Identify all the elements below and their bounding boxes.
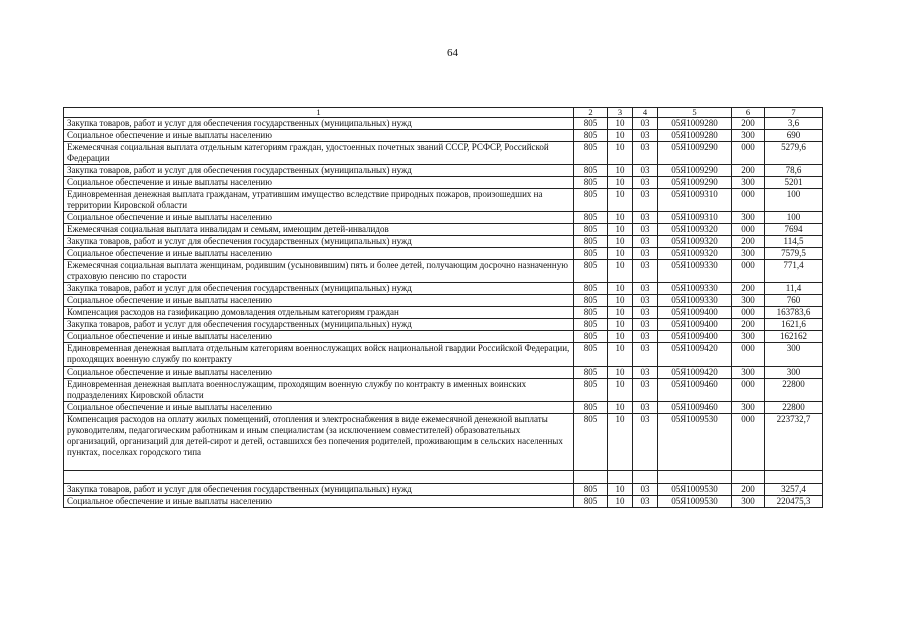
row-description: Социальное обеспечение и иные выплаты населению [64, 248, 574, 260]
row-description: Единовременная денежная выплата военнослужащим, проходящим военную службу по контракту в именных воинских подразделениях Кировской области [64, 379, 574, 402]
row-amount: 11,4 [765, 283, 823, 295]
row-description: Ежемесячная социальная выплата инвалидам и семьям, имеющим детей-инвалидов [64, 224, 574, 236]
row-description: Социальное обеспечение и иные выплаты населению [64, 331, 574, 343]
row-ministry-code: 805 [574, 496, 608, 508]
row-amount: 760 [765, 295, 823, 307]
row-expense-type: 200 [732, 236, 765, 248]
row-expense-type: 300 [732, 248, 765, 260]
row-amount: 3,6 [765, 118, 823, 130]
table-row [64, 283, 823, 295]
table-row [64, 165, 823, 177]
row-target-article: 05Я1009280 [658, 118, 732, 130]
row-target-article: 05Я1009310 [658, 212, 732, 224]
row-ministry-code: 805 [574, 142, 608, 165]
table-row [64, 236, 823, 248]
row-section-code: 10 [608, 177, 633, 189]
table-row [64, 224, 823, 236]
row-subsection-code: 03 [633, 496, 658, 508]
row-ministry-code: 805 [574, 484, 608, 496]
table-row [64, 177, 823, 189]
row-description: Закупка товаров, работ и услуг для обеспечения государственных (муниципальных) нужд [64, 283, 574, 295]
column-header: 2 [574, 108, 608, 118]
row-target-article: 05Я1009320 [658, 224, 732, 236]
row-ministry-code: 805 [574, 379, 608, 402]
table-row [64, 212, 823, 224]
row-target-article: 05Я1009460 [658, 402, 732, 414]
row-ministry-code: 805 [574, 236, 608, 248]
row-expense-type: 000 [732, 379, 765, 402]
row-subsection-code: 03 [633, 295, 658, 307]
row-target-article: 05Я1009290 [658, 165, 732, 177]
row-subsection-code: 03 [633, 484, 658, 496]
row-target-article: 05Я1009530 [658, 484, 732, 496]
row-target-article: 05Я1009310 [658, 189, 732, 212]
row-description: Единовременная денежная выплата отдельным категориям военнослужащих войск национальной гвардии Российской Федерации, проходящих военную службу по контракту [64, 343, 574, 367]
row-description: Закупка товаров, работ и услуг для обеспечения государственных (муниципальных) нужд [64, 319, 574, 331]
column-header: 6 [732, 108, 765, 118]
row-amount: 1621,6 [765, 319, 823, 331]
row-subsection-code: 03 [633, 236, 658, 248]
row-subsection-code: 03 [633, 130, 658, 142]
row-expense-type: 300 [732, 402, 765, 414]
row-description: Компенсация расходов на оплату жилых помещений, отопления и электроснабжения в виде ежемесячной денежной выплаты руководителям, педагогическим работникам и иным специалистам (за исключением совместителей) образовательных организаций, организаций для детей-сирот и детей, оставшихся без попечения родителей, проживающим в сельских населенных пунктах, поселках городского типа [64, 414, 574, 471]
row-target-article [658, 471, 732, 484]
row-ministry-code: 805 [574, 165, 608, 177]
row-description: Закупка товаров, работ и услуг для обеспечения государственных (муниципальных) нужд [64, 236, 574, 248]
row-ministry-code: 805 [574, 260, 608, 283]
column-header: 5 [658, 108, 732, 118]
row-description: Закупка товаров, работ и услуг для обеспечения государственных (муниципальных) нужд [64, 165, 574, 177]
row-section-code: 10 [608, 118, 633, 130]
row-amount: 100 [765, 212, 823, 224]
row-description: Социальное обеспечение и иные выплаты населению [64, 130, 574, 142]
row-section-code: 10 [608, 319, 633, 331]
table-row [64, 343, 823, 367]
row-ministry-code: 805 [574, 307, 608, 319]
table-header-row [64, 108, 823, 118]
row-amount: 100 [765, 189, 823, 212]
row-target-article: 05Я1009420 [658, 343, 732, 367]
row-subsection-code: 03 [633, 402, 658, 414]
row-section-code: 10 [608, 130, 633, 142]
row-amount: 300 [765, 343, 823, 367]
table-row [64, 414, 823, 471]
row-ministry-code: 805 [574, 118, 608, 130]
row-subsection-code: 03 [633, 142, 658, 165]
row-section-code: 10 [608, 343, 633, 367]
row-expense-type: 300 [732, 177, 765, 189]
row-section-code: 10 [608, 248, 633, 260]
row-amount: 3257,4 [765, 484, 823, 496]
row-description: Компенсация расходов на газификацию домовладения отдельным категориям граждан [64, 307, 574, 319]
column-header: 7 [765, 108, 823, 118]
table-row [64, 118, 823, 130]
row-expense-type: 300 [732, 130, 765, 142]
row-description: Закупка товаров, работ и услуг для обеспечения государственных (муниципальных) нужд [64, 484, 574, 496]
row-section-code: 10 [608, 414, 633, 471]
row-target-article: 05Я1009530 [658, 496, 732, 508]
row-amount: 163783,6 [765, 307, 823, 319]
row-expense-type: 000 [732, 142, 765, 165]
table-row [64, 331, 823, 343]
row-section-code: 10 [608, 295, 633, 307]
row-section-code: 10 [608, 379, 633, 402]
row-subsection-code: 03 [633, 260, 658, 283]
row-amount: 5279,6 [765, 142, 823, 165]
column-header: 3 [608, 108, 633, 118]
row-subsection-code: 03 [633, 414, 658, 471]
row-ministry-code [574, 471, 608, 484]
row-section-code: 10 [608, 367, 633, 379]
row-section-code: 10 [608, 165, 633, 177]
row-expense-type: 300 [732, 496, 765, 508]
row-amount: 7694 [765, 224, 823, 236]
row-description: Единовременная денежная выплата гражданам, утратившим имущество вследствие природных пожаров, произошедших на территории Кировской области [64, 189, 574, 212]
table-row [64, 248, 823, 260]
row-target-article: 05Я1009420 [658, 367, 732, 379]
row-section-code: 10 [608, 189, 633, 212]
row-subsection-code: 03 [633, 165, 658, 177]
row-amount: 5201 [765, 177, 823, 189]
row-amount: 162162 [765, 331, 823, 343]
row-section-code: 10 [608, 260, 633, 283]
row-ministry-code: 805 [574, 367, 608, 379]
column-header: 4 [633, 108, 658, 118]
row-subsection-code: 03 [633, 212, 658, 224]
row-expense-type: 000 [732, 189, 765, 212]
row-section-code: 10 [608, 283, 633, 295]
row-description: Ежемесячная социальная выплата женщинам, родившим (усыновившим) пять и более детей, получающим досрочно назначенную страховую пенсию по старости [64, 260, 574, 283]
row-description: Социальное обеспечение и иные выплаты населению [64, 212, 574, 224]
row-description: Социальное обеспечение и иные выплаты населению [64, 295, 574, 307]
row-expense-type: 000 [732, 260, 765, 283]
table-row [64, 319, 823, 331]
row-ministry-code: 805 [574, 414, 608, 471]
table-row [64, 307, 823, 319]
table-row [64, 471, 823, 484]
row-ministry-code: 805 [574, 248, 608, 260]
row-section-code: 10 [608, 402, 633, 414]
table-row [64, 130, 823, 142]
row-expense-type: 000 [732, 307, 765, 319]
row-ministry-code: 805 [574, 130, 608, 142]
row-amount: 78,6 [765, 165, 823, 177]
row-subsection-code: 03 [633, 224, 658, 236]
row-expense-type: 300 [732, 295, 765, 307]
row-expense-type: 300 [732, 331, 765, 343]
row-subsection-code [633, 471, 658, 484]
row-subsection-code: 03 [633, 118, 658, 130]
row-expense-type: 200 [732, 165, 765, 177]
budget-table [63, 107, 822, 508]
row-expense-type: 200 [732, 283, 765, 295]
row-subsection-code: 03 [633, 367, 658, 379]
row-description: Ежемесячная социальная выплата отдельным категориям граждан, удостоенных почетных званий СССР, РСФСР, Российской Федерации [64, 142, 574, 165]
row-target-article: 05Я1009330 [658, 283, 732, 295]
row-expense-type: 300 [732, 212, 765, 224]
table-row [64, 295, 823, 307]
table-row [64, 142, 823, 165]
row-expense-type: 000 [732, 414, 765, 471]
row-subsection-code: 03 [633, 343, 658, 367]
row-description: Социальное обеспечение и иные выплаты населению [64, 402, 574, 414]
row-amount: 300 [765, 367, 823, 379]
row-section-code: 10 [608, 331, 633, 343]
row-section-code: 10 [608, 484, 633, 496]
row-ministry-code: 805 [574, 331, 608, 343]
row-target-article: 05Я1009400 [658, 307, 732, 319]
row-expense-type: 200 [732, 118, 765, 130]
row-subsection-code: 03 [633, 248, 658, 260]
row-target-article: 05Я1009330 [658, 260, 732, 283]
row-expense-type: 000 [732, 343, 765, 367]
row-expense-type: 200 [732, 484, 765, 496]
row-amount: 223732,7 [765, 414, 823, 471]
row-subsection-code: 03 [633, 307, 658, 319]
table-row [64, 379, 823, 402]
row-section-code: 10 [608, 236, 633, 248]
row-section-code: 10 [608, 307, 633, 319]
row-ministry-code: 805 [574, 343, 608, 367]
table-row [64, 189, 823, 212]
row-subsection-code: 03 [633, 379, 658, 402]
row-amount [765, 471, 823, 484]
row-section-code [608, 471, 633, 484]
row-target-article: 05Я1009290 [658, 142, 732, 165]
row-target-article: 05Я1009460 [658, 379, 732, 402]
table-row [64, 367, 823, 379]
row-expense-type: 000 [732, 224, 765, 236]
page-number: 64 [447, 47, 458, 59]
row-amount: 771,4 [765, 260, 823, 283]
row-ministry-code: 805 [574, 224, 608, 236]
row-amount: 690 [765, 130, 823, 142]
row-amount: 22800 [765, 402, 823, 414]
row-target-article: 05Я1009400 [658, 331, 732, 343]
row-section-code: 10 [608, 496, 633, 508]
table-row [64, 402, 823, 414]
row-description [64, 471, 574, 484]
row-target-article: 05Я1009320 [658, 248, 732, 260]
row-ministry-code: 805 [574, 295, 608, 307]
row-target-article: 05Я1009320 [658, 236, 732, 248]
row-description: Социальное обеспечение и иные выплаты населению [64, 367, 574, 379]
row-target-article: 05Я1009400 [658, 319, 732, 331]
table-row [64, 484, 823, 496]
row-amount: 114,5 [765, 236, 823, 248]
row-section-code: 10 [608, 212, 633, 224]
row-subsection-code: 03 [633, 331, 658, 343]
row-ministry-code: 805 [574, 177, 608, 189]
table-row [64, 496, 823, 508]
row-ministry-code: 805 [574, 319, 608, 331]
row-target-article: 05Я1009530 [658, 414, 732, 471]
row-amount: 7579,5 [765, 248, 823, 260]
row-description: Социальное обеспечение и иные выплаты населению [64, 177, 574, 189]
row-subsection-code: 03 [633, 189, 658, 212]
row-ministry-code: 805 [574, 402, 608, 414]
row-amount: 22800 [765, 379, 823, 402]
row-description: Социальное обеспечение и иные выплаты населению [64, 496, 574, 508]
row-ministry-code: 805 [574, 212, 608, 224]
row-target-article: 05Я1009290 [658, 177, 732, 189]
row-subsection-code: 03 [633, 283, 658, 295]
row-expense-type [732, 471, 765, 484]
row-section-code: 10 [608, 142, 633, 165]
row-expense-type: 200 [732, 319, 765, 331]
row-expense-type: 300 [732, 367, 765, 379]
row-amount: 220475,3 [765, 496, 823, 508]
table-row [64, 260, 823, 283]
row-ministry-code: 805 [574, 283, 608, 295]
column-header: 1 [64, 108, 574, 118]
row-subsection-code: 03 [633, 177, 658, 189]
row-section-code: 10 [608, 224, 633, 236]
row-subsection-code: 03 [633, 319, 658, 331]
row-target-article: 05Я1009330 [658, 295, 732, 307]
row-description: Закупка товаров, работ и услуг для обеспечения государственных (муниципальных) нужд [64, 118, 574, 130]
row-target-article: 05Я1009280 [658, 130, 732, 142]
row-ministry-code: 805 [574, 189, 608, 212]
